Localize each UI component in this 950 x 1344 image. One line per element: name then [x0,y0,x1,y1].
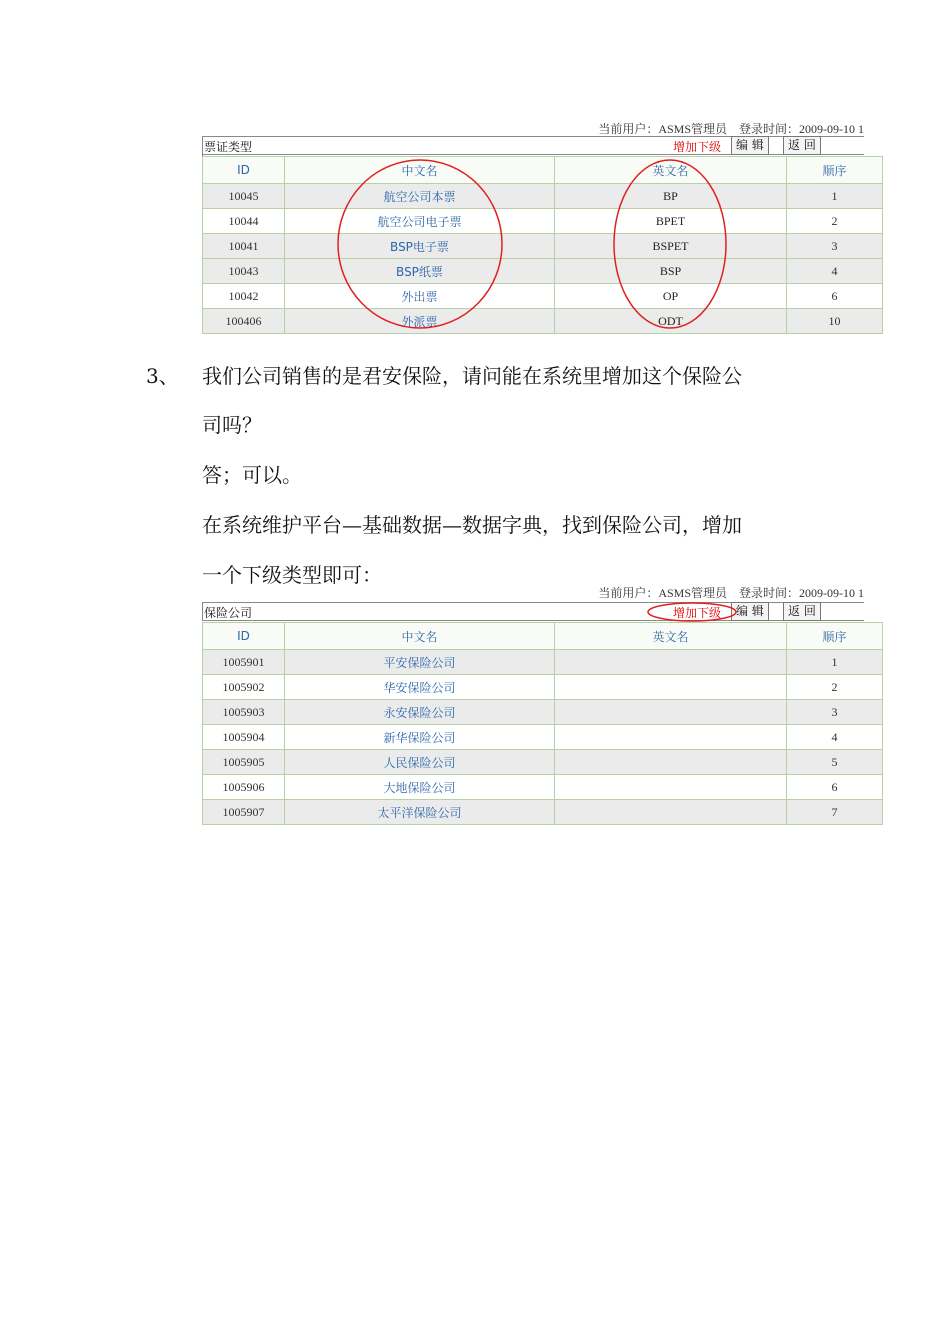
cell-order: 2 [787,675,883,700]
table-row[interactable] [203,700,883,725]
table-title: 票证类型 [204,140,253,154]
cell-chinese-name[interactable]: 外出票 [285,284,555,309]
table-row[interactable] [203,750,883,775]
cell-id: 100406 [203,309,285,334]
table-row[interactable] [203,234,883,259]
cell-english-name: ODT [555,309,787,334]
cell-english-name [555,725,787,750]
cell-id: 1005906 [203,775,285,800]
cell-id: 10041 [203,234,285,259]
cell-chinese-name[interactable]: BSP纸票 [285,259,555,284]
cell-english-name: BP [555,184,787,209]
table-row[interactable] [203,650,883,675]
cell-english-name: BSPET [555,234,787,259]
cell-order: 4 [787,725,883,750]
cell-id: 1005905 [203,750,285,775]
cell-id: 1005902 [203,675,285,700]
user-info-bar: 当前用户：ASMS管理员 登录时间：2009-09-10 1 [598,586,864,600]
cell-order: 2 [787,209,883,234]
table-row[interactable] [203,259,883,284]
cell-english-name [555,675,787,700]
cell-order: 3 [787,700,883,725]
cell-id: 1005907 [203,800,285,825]
cell-order: 1 [787,650,883,675]
instruction-line-1: 在系统维护平台—基础数据—数据字典，找到保险公司，增加 [202,513,742,537]
table-row[interactable] [203,284,883,309]
table-title: 保险公司 [204,606,253,620]
cell-chinese-name[interactable]: BSP电子票 [285,234,555,259]
cell-id: 1005904 [203,725,285,750]
cell-chinese-name[interactable]: 航空公司本票 [285,184,555,209]
cell-id: 1005903 [203,700,285,725]
instruction-line-2: 一个下级类型即可： [202,563,382,587]
cell-order: 3 [787,234,883,259]
table-row[interactable] [203,209,883,234]
cell-english-name [555,650,787,675]
edit-button[interactable]: 编 辑 [731,602,769,621]
cell-english-name: BSP [555,259,787,284]
question-line-1: 我们公司销售的是君安保险，请问能在系统里增加这个保险公 [202,364,742,388]
insurance-company-table [202,622,883,825]
column-header-order[interactable]: 顺序 [787,157,883,184]
back-button[interactable]: 返 回 [783,602,821,621]
question-number: 3、 [146,364,179,388]
cell-english-name [555,800,787,825]
cell-chinese-name[interactable]: 太平洋保险公司 [285,800,555,825]
cell-english-name [555,700,787,725]
cell-chinese-name[interactable]: 平安保险公司 [285,650,555,675]
cell-chinese-name[interactable]: 人民保险公司 [285,750,555,775]
cell-order: 4 [787,259,883,284]
cell-id: 10045 [203,184,285,209]
column-header-chinese-name[interactable]: 中文名 [285,157,555,184]
ticket-type-table [202,156,883,334]
cell-chinese-name[interactable]: 华安保险公司 [285,675,555,700]
table-header-row [203,157,883,184]
column-header-english-name[interactable]: 英文名 [555,623,787,650]
table-row[interactable] [203,309,883,334]
table-title-bar [202,136,864,155]
answer-line: 答；可以。 [202,463,302,487]
cell-english-name [555,750,787,775]
ticket-type-screenshot [202,120,864,334]
edit-button[interactable]: 编 辑 [731,136,769,155]
table-row[interactable] [203,675,883,700]
table-header-row [203,623,883,650]
table-row[interactable] [203,775,883,800]
cell-english-name: BPET [555,209,787,234]
column-header-english-name[interactable]: 英文名 [555,157,787,184]
column-header-chinese-name[interactable]: 中文名 [285,623,555,650]
insurance-company-screenshot [202,586,864,820]
cell-chinese-name[interactable]: 永安保险公司 [285,700,555,725]
table-row[interactable] [203,725,883,750]
cell-order: 10 [787,309,883,334]
cell-id: 10043 [203,259,285,284]
cell-order: 6 [787,775,883,800]
cell-id: 1005901 [203,650,285,675]
add-child-link[interactable]: 增加下级 [673,140,722,154]
cell-order: 5 [787,750,883,775]
table-row[interactable] [203,184,883,209]
table-title-bar [202,602,864,621]
cell-id: 10042 [203,284,285,309]
cell-order: 6 [787,284,883,309]
cell-chinese-name[interactable]: 大地保险公司 [285,775,555,800]
question-line-2: 司吗？ [202,413,262,437]
back-button[interactable]: 返 回 [783,136,821,155]
column-header-id[interactable]: ID [203,623,285,650]
cell-order: 1 [787,184,883,209]
cell-chinese-name[interactable]: 航空公司电子票 [285,209,555,234]
cell-english-name [555,775,787,800]
table-row[interactable] [203,800,883,825]
column-header-order[interactable]: 顺序 [787,623,883,650]
cell-id: 10044 [203,209,285,234]
column-header-id[interactable]: ID [203,157,285,184]
user-info-bar: 当前用户：ASMS管理员 登录时间：2009-09-10 1 [598,122,864,136]
cell-chinese-name[interactable]: 新华保险公司 [285,725,555,750]
add-child-link[interactable]: 增加下级 [673,606,722,620]
cell-order: 7 [787,800,883,825]
cell-english-name: OP [555,284,787,309]
cell-chinese-name[interactable]: 外派票 [285,309,555,334]
